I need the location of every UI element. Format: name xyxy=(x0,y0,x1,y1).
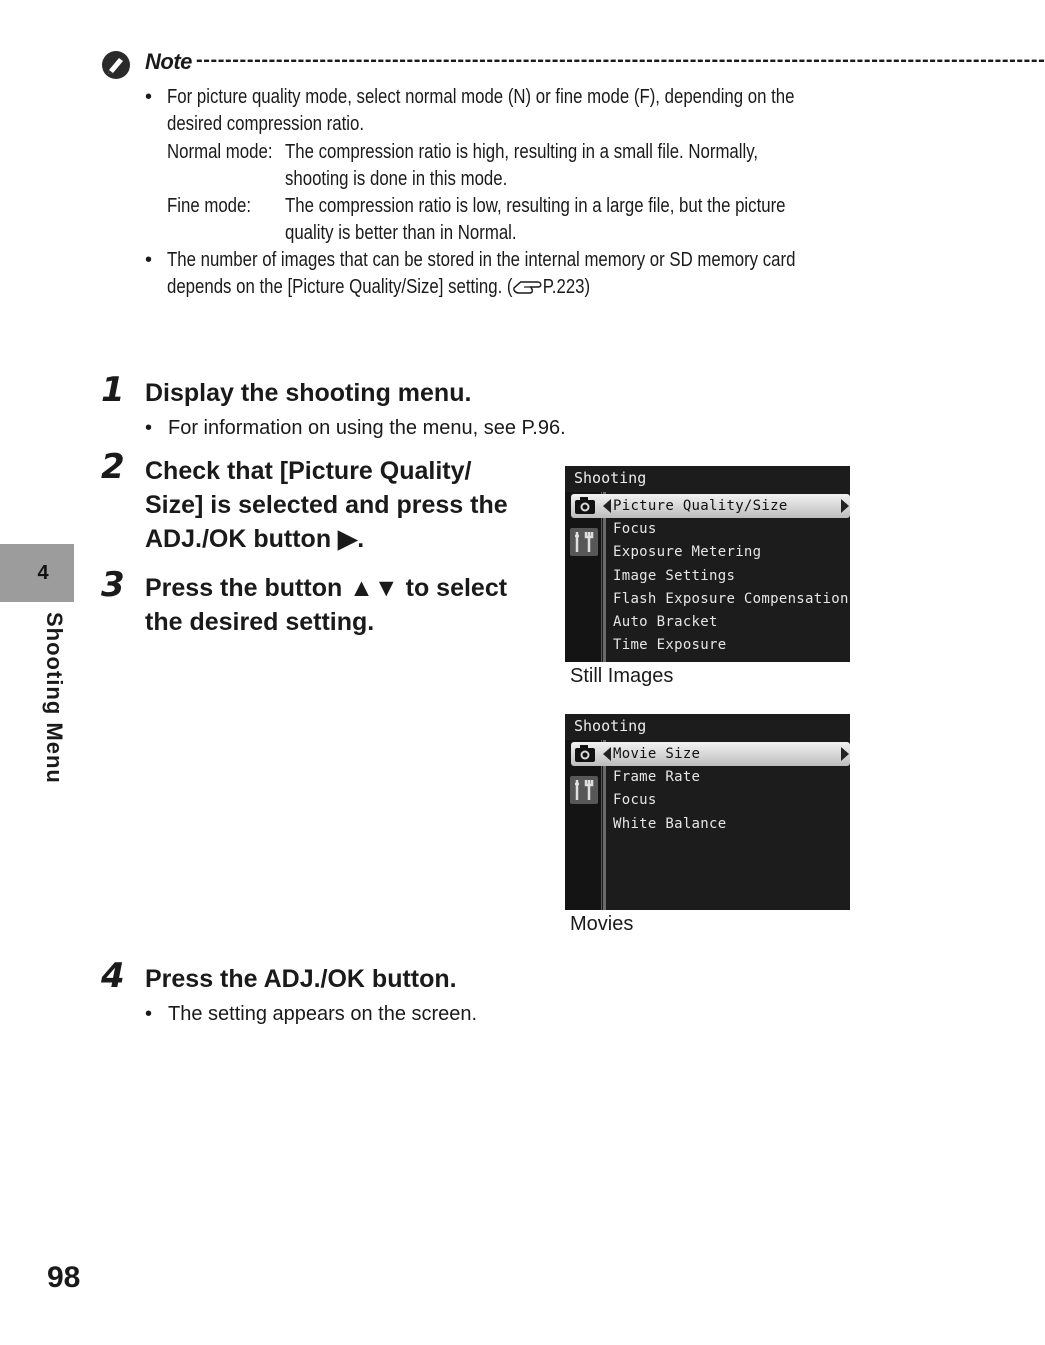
note-line: The compression ratio is low, resulting in a large file, but the picture xyxy=(285,195,786,217)
movies-screen xyxy=(565,714,850,910)
note-line: For picture quality mode, select normal mode (N) or fine mode (F), depending on the xyxy=(167,86,795,108)
wrench-icon xyxy=(570,528,598,556)
note-text-2 xyxy=(167,247,795,301)
step-title-line: ADJ./OK button ▶. xyxy=(145,525,365,553)
bullet-dot: • xyxy=(145,86,153,108)
step-title-line: Display the shooting menu. xyxy=(145,379,472,407)
camera-icon xyxy=(574,744,596,764)
step-2-title xyxy=(145,454,508,556)
menu-item-flash-exposure-compensation[interactable]: Flash Exposure Compensation xyxy=(613,591,849,607)
chapter-number: 4 xyxy=(37,562,49,584)
step-title-line: Size] is selected and press the xyxy=(145,491,508,519)
note-line xyxy=(167,274,795,301)
menu-item-white-balance[interactable]: White Balance xyxy=(613,816,727,832)
step-3-number: 3 xyxy=(101,565,125,605)
chapter-label: Shooting Menu xyxy=(42,612,67,784)
note-dashes: --------------------------------------------------------------------------------------------------------------------- xyxy=(196,49,1045,71)
note-line: shooting is done in this mode. xyxy=(285,168,508,190)
bullet-dot: • xyxy=(145,417,153,439)
step-3-title xyxy=(145,571,507,639)
note-line: desired compression ratio. xyxy=(167,113,365,135)
note-line: The number of images that can be stored in the internal memory or SD memory card xyxy=(167,249,796,271)
bullet-dot: • xyxy=(145,1003,153,1025)
note-line-part: P.223) xyxy=(542,276,591,298)
arrow-right-icon xyxy=(841,499,849,513)
bullet-dot: • xyxy=(145,249,153,271)
note-line: The compression ratio is high, resulting in a small file. Normally, xyxy=(285,141,759,163)
step-2-number: 2 xyxy=(101,447,125,487)
movies-caption: Movies xyxy=(570,913,634,935)
step-title-line: Check that [Picture Quality/ xyxy=(145,457,472,485)
step-title-line: Press the ADJ./OK button. xyxy=(145,965,457,993)
step-1-number: 1 xyxy=(101,370,125,410)
menu-item-image-settings[interactable]: Image Settings xyxy=(613,568,736,584)
menu-item-frame-rate[interactable]: Frame Rate xyxy=(613,769,701,785)
menu-item-movie-size[interactable]: Movie Size xyxy=(613,746,701,762)
arrow-right-icon xyxy=(841,747,849,761)
menu-item-time-exposure[interactable]: Time Exposure xyxy=(613,637,727,653)
normal-mode-text xyxy=(285,139,758,193)
note-text xyxy=(167,84,795,138)
menu-item-exposure-metering[interactable]: Exposure Metering xyxy=(613,544,762,560)
step-title-line: the desired setting. xyxy=(145,608,375,636)
step-4-number: 4 xyxy=(101,956,125,996)
note-pencil-icon xyxy=(101,50,131,80)
step-1-note-text: For information on using the menu, see P.96. xyxy=(168,417,566,439)
step-4-title xyxy=(145,962,457,996)
fine-mode-text xyxy=(285,193,786,247)
note-line: quality is better than in Normal. xyxy=(285,222,517,244)
reference-hand-icon xyxy=(513,276,543,296)
menu-item-focus[interactable]: Focus xyxy=(613,521,657,537)
arrow-left-icon xyxy=(603,499,611,513)
step-title-line: Press the button ▲▼ to select xyxy=(145,574,508,602)
fine-mode-label: Fine mode: xyxy=(167,195,252,217)
arrow-left-icon xyxy=(603,747,611,761)
still-images-caption: Still Images xyxy=(570,665,674,687)
note-bullet-2 xyxy=(145,247,152,274)
screen-title: Shooting xyxy=(574,717,647,735)
page-number: 98 xyxy=(47,1261,81,1294)
step-4-note-text: The setting appears on the screen. xyxy=(168,1003,478,1025)
menu-item-focus[interactable]: Focus xyxy=(613,792,657,808)
menu-item-picture-quality-size[interactable]: Picture Quality/Size xyxy=(613,498,788,514)
step-1-note xyxy=(145,415,566,441)
camera-icon xyxy=(574,496,596,516)
still-images-screen xyxy=(565,466,850,662)
step-4-note xyxy=(145,1001,477,1027)
normal-mode-label: Normal mode: xyxy=(167,141,273,163)
note-line-part: depends on the [Picture Quality/Size] setting. ( xyxy=(167,276,513,298)
note-bullet-1 xyxy=(145,84,152,111)
wrench-icon xyxy=(570,776,598,804)
menu-item-auto-bracket[interactable]: Auto Bracket xyxy=(613,614,718,630)
note-heading: Note xyxy=(145,49,192,74)
screen-title: Shooting xyxy=(574,469,647,487)
step-1-title xyxy=(145,376,471,410)
